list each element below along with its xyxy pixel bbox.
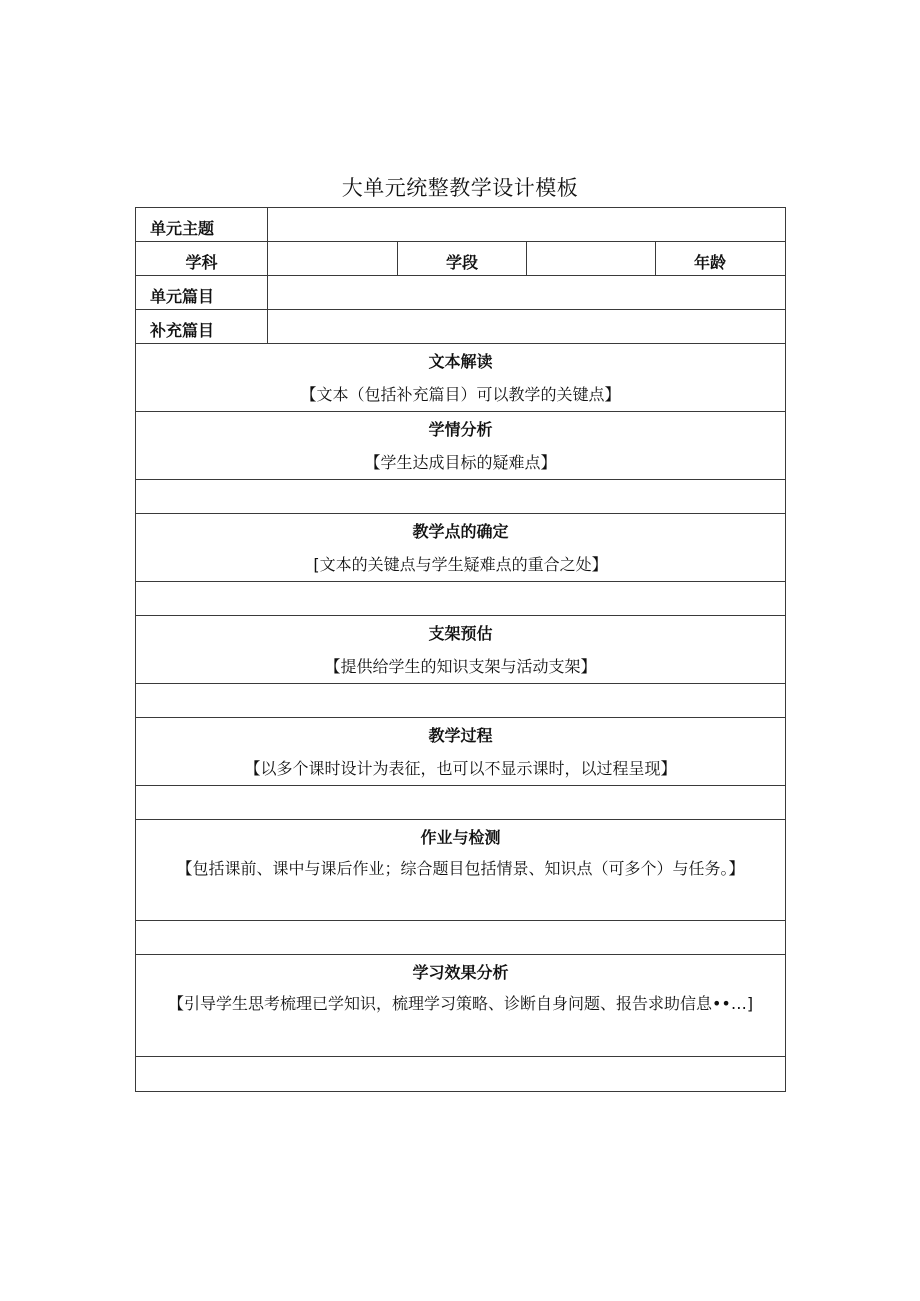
row-subject-stage-age [136, 242, 785, 276]
section-heading: 作业与检测 [420, 828, 501, 847]
section-teaching-process [136, 718, 785, 786]
section-text-interpretation [136, 344, 785, 412]
section-blank-row[interactable] [136, 1057, 785, 1091]
section-heading: 学情分析 [428, 420, 493, 439]
subject-label: 学科 [185, 253, 218, 272]
section-learning-effect-analysis [136, 955, 785, 1057]
section-description: 【文本（包括补充篇目）可以教学的关键点】 [300, 385, 621, 404]
unit-texts-label: 单元篇目 [150, 287, 215, 306]
section-heading: 支架预估 [428, 624, 493, 643]
section-description: 【引导学生思考梳理已学知识，梳理学习策略、诊断自身问题、报告求助信息••…] [167, 994, 754, 1013]
section-heading: 教学过程 [428, 726, 493, 745]
section-homework-assessment [136, 820, 785, 921]
section-description: 【学生达成目标的疑难点】 [364, 453, 557, 472]
unit-theme-label: 单元主题 [150, 219, 215, 238]
unit-theme-value-cell[interactable] [267, 208, 785, 241]
stage-value-cell[interactable] [526, 242, 655, 275]
section-blank-row[interactable] [136, 480, 785, 514]
section-description: [文本的关键点与学生疑难点的重合之处】 [313, 555, 608, 574]
section-description: 【提供给学生的知识支架与活动支架】 [324, 657, 597, 676]
design-template-table [135, 207, 786, 1092]
section-heading: 教学点的确定 [412, 522, 509, 541]
row-unit-theme [136, 208, 785, 242]
row-supplementary-texts [136, 310, 785, 344]
section-blank-row[interactable] [136, 921, 785, 955]
stage-label: 学段 [397, 242, 526, 275]
section-learner-analysis [136, 412, 785, 480]
subject-value-cell[interactable] [267, 242, 397, 275]
section-blank-row[interactable] [136, 684, 785, 718]
age-label: 年龄 [694, 253, 727, 272]
section-description: 【包括课前、课中与课后作业；综合题目包括情景、知识点（可多个）与任务。】 [176, 859, 745, 878]
row-unit-texts [136, 276, 785, 310]
unit-texts-value-cell[interactable] [267, 276, 785, 309]
section-teaching-points [136, 514, 785, 582]
section-blank-row[interactable] [136, 582, 785, 616]
age-label-cell [655, 242, 785, 275]
section-scaffold-estimate [136, 616, 785, 684]
supplementary-texts-value-cell[interactable] [267, 310, 785, 343]
section-blank-row[interactable] [136, 786, 785, 820]
document-title: 大单元统整教学设计模板 [341, 176, 579, 200]
section-description: 【以多个课时设计为表征，也可以不显示课时，以过程呈现】 [244, 759, 677, 778]
section-heading: 文本解读 [428, 352, 493, 371]
supplementary-texts-label: 补充篇目 [150, 321, 215, 340]
section-heading: 学习效果分析 [412, 963, 509, 982]
